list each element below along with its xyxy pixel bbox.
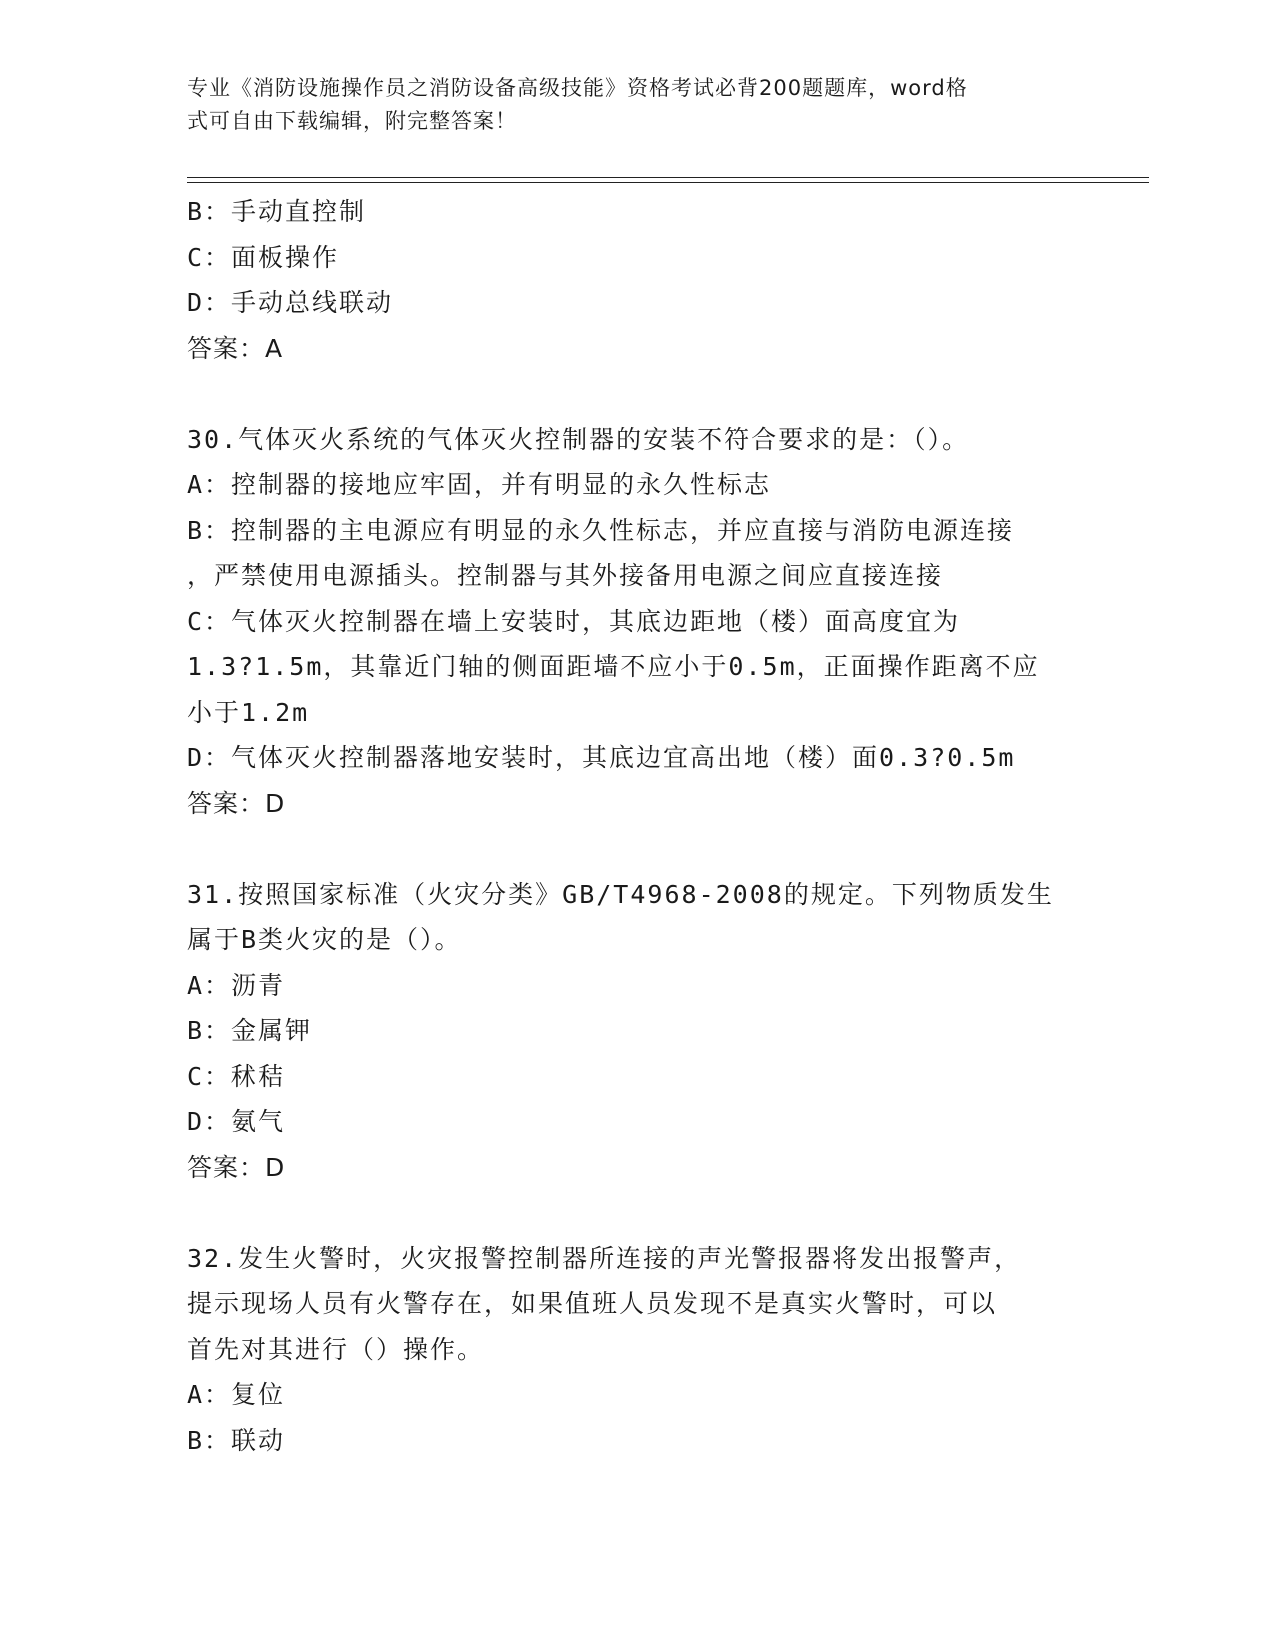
answer: 答案：D	[187, 1152, 286, 1182]
option-c: C：秫秸	[187, 1061, 286, 1091]
question-stem-continued: 属于B类火灾的是（）。	[187, 925, 462, 954]
question-stem-continued-2: 首先对其进行（）操作。	[187, 1334, 485, 1364]
question-stem-continued: 提示现场人员有火警存在，如果值班人员发现不是真实火警时，可以	[187, 1289, 998, 1318]
question-30	[187, 417, 1087, 827]
question-31	[187, 872, 1087, 1191]
question-stem: 30.气体灭火系统的气体灭火控制器的安装不符合要求的是：（）。	[187, 424, 970, 454]
option-a: A：沥青	[187, 970, 286, 1000]
option-a: A：控制器的接地应牢固，并有明显的永久性标志	[187, 470, 772, 499]
header-divider-bottom	[187, 182, 1149, 183]
question-list	[187, 189, 1087, 1463]
option-b: B：手动直控制	[187, 197, 367, 226]
question-32	[187, 1236, 1087, 1464]
option-d: D：氨气	[187, 1107, 286, 1136]
option-a: A：复位	[187, 1380, 286, 1409]
option-d: D：气体灭火控制器落地安装时，其底边宜高出地（楼）面0.3?0.5m	[187, 743, 1016, 772]
option-d: D：手动总线联动	[187, 288, 394, 317]
question-stem: 31.按照国家标准（火灾分类》GB/T4968-2008的规定。下列物质发生	[187, 879, 1054, 909]
header-divider-top	[187, 177, 1149, 178]
option-b: B：控制器的主电源应有明显的永久性标志，并应直接与消防电源连接	[187, 515, 1015, 545]
option-c: C：面板操作	[187, 242, 340, 272]
option-c: C：气体灭火控制器在墙上安装时，其底边距地（楼）面高度宜为	[187, 606, 961, 636]
option-c-continued-2: 小于1.2m	[187, 697, 310, 727]
header-line-2: 式可自由下载编辑，附完整答案！	[187, 109, 517, 133]
option-b-continued: ，严禁使用电源插头。控制器与其外接备用电源之间应直接连接	[187, 561, 944, 590]
question-29	[187, 189, 1087, 371]
header-line-1: 专业《消防设施操作员之消防设备高级技能》资格考试必背200题题库，word格	[187, 76, 968, 100]
answer: 答案：A	[187, 333, 284, 363]
option-b: B：联动	[187, 1425, 286, 1455]
option-c-continued: 1.3?1.5m，其靠近门轴的侧面距墙不应小于0.5m，正面操作距离不应	[187, 652, 1040, 681]
document-header	[187, 72, 1087, 138]
option-b: B：金属钾	[187, 1016, 313, 1045]
answer: 答案：D	[187, 788, 286, 818]
question-stem: 32.发生火警时，火灾报警控制器所连接的声光警报器将发出报警声，	[187, 1243, 1022, 1273]
